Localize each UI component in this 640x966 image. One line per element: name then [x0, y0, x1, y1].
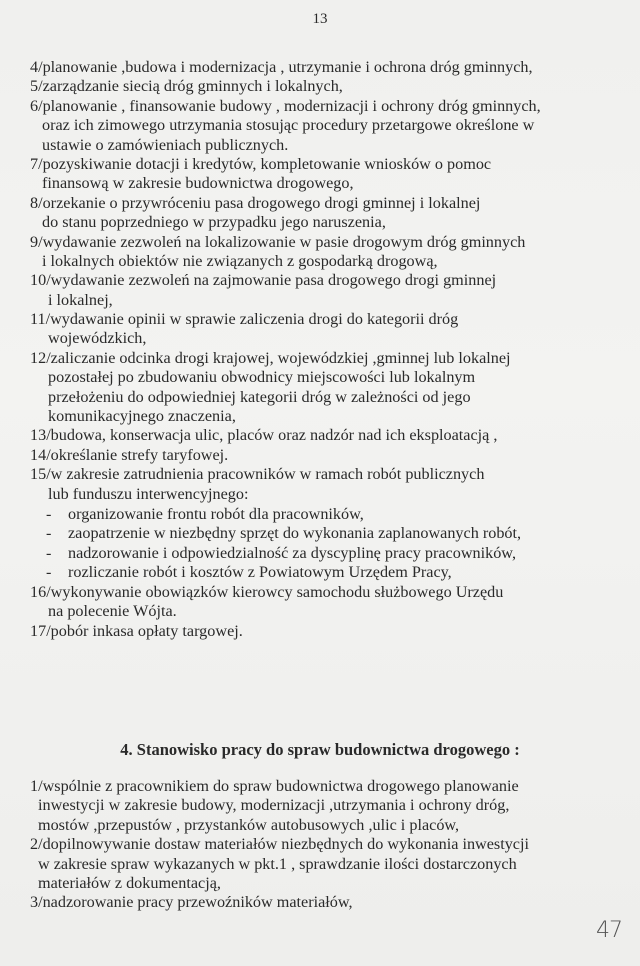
list-item-text: 5/zarządzanie siecią dróg gminnych i lokalnych,: [30, 77, 343, 96]
list-item-continuation: i lokalnej,: [48, 290, 113, 309]
list-item-text: 8/orzekanie o przywróceniu pasa drogowego drogi gminnej i lokalnej: [30, 193, 481, 212]
list-item-text: 2/dopilnowywanie dostaw materiałów niezbędnych do wykonania inwestycji: [30, 835, 529, 854]
dash-subitem: [30, 524, 610, 543]
list-item-continuation: oraz ich zimowego utrzymania stosując procedury przetargowe określone w: [42, 116, 535, 135]
dash-subitem: [30, 544, 610, 563]
list-item: [30, 465, 610, 504]
dash-bullet: -: [46, 543, 52, 562]
duties-list-part2: [30, 583, 610, 641]
list-item: [30, 233, 610, 272]
list-item-text: 3/nadzorowanie pracy przewoźników materiałów,: [30, 893, 353, 912]
list-item-continuation: w zakresie spraw wykazanych w pkt.1 , sprawdzanie ilości dostarczonych: [38, 854, 517, 873]
list-item: [30, 622, 610, 641]
duties-list-part1: [30, 58, 610, 504]
list-item-text: 9/wydawanie zezwoleń na lokalizowanie w pasie drogowym dróg gminnych: [30, 232, 526, 251]
list-item-text: 14/określanie strefy taryfowej.: [30, 445, 229, 464]
list-item-continuation: komunikacyjnego znaczenia,: [48, 407, 236, 426]
list-item: [30, 58, 610, 77]
list-item: [30, 194, 610, 233]
list-item: [30, 349, 610, 427]
list-item-continuation: przełożeniu do odpowiedniej kategorii dróg w zależności od jego: [48, 387, 471, 406]
list-item-text: 13/budowa, konserwacja ulic, placów oraz nadzór nad ich eksploatacją ,: [30, 426, 498, 445]
dash-bullet: -: [46, 563, 52, 582]
list-item-text: 6/planowanie , finansowanie budowy , modernizacji i ochrony dróg gminnych,: [30, 96, 541, 115]
list-item-text: 4/planowanie ,budowa i modernizacja , utrzymanie i ochrona dróg gminnych,: [30, 58, 533, 76]
list-item-continuation: pozostałej po zbudowaniu obwodnicy miejscowości lub lokalnym: [48, 368, 476, 387]
list-item: [30, 310, 610, 349]
list-item-continuation: inwestycji w zakresie budowy, modernizacji ,utrzymania i ochrony dróg,: [38, 796, 510, 815]
list-item-text: 1/wspólnie z pracownikiem do spraw budownictwa drogowego planowanie: [30, 777, 519, 795]
list-item: [30, 271, 610, 310]
list-item-continuation: wojewódzkich,: [48, 329, 147, 348]
list-item-continuation: materiałów z dokumentacją,: [38, 873, 221, 892]
dash-bullet: -: [46, 524, 52, 543]
list-item: [30, 97, 610, 155]
list-item-text: 16/wykonywanie obowiązków kierowcy samochodu służbowego Urzędu: [30, 583, 504, 601]
list-item: [30, 446, 610, 465]
section-4-duties-list: [30, 777, 610, 913]
dash-bullet: -: [46, 505, 52, 523]
dash-subitem: [30, 563, 610, 582]
list-item-text: 7/pozyskiwanie dotacji i kredytów, kompletowanie wniosków o pomoc: [30, 154, 492, 173]
list-item-text: 12/zaliczanie odcinka drogi krajowej, wojewódzkiej ,gminnej lub lokalnej: [30, 348, 511, 367]
list-item: [30, 583, 610, 622]
page-number: 13: [312, 11, 328, 27]
list-item-continuation: mostów ,przepustów , przystanków autobusowych ,ulic i placów,: [38, 815, 460, 834]
list-item: [30, 777, 610, 835]
list-item-continuation: ustawie o zamówieniach publicznych.: [42, 135, 289, 154]
list-item: [30, 835, 610, 893]
dash-subitem-text: nadzorowanie i odpowiedzialność za dyscyplinę pracy pracowników,: [68, 543, 516, 562]
list-item-text: 11/wydawanie opinii w sprawie zaliczenia drogi do kategorii dróg: [30, 310, 459, 329]
handwritten-page-number: 47: [596, 918, 622, 943]
dash-subitem-text: zaopatrzenie w niezbędny sprzęt do wykonania zaplanowanych robót,: [68, 524, 522, 543]
dash-subitem-text: rozliczanie robót i kosztów z Powiatowym Urzędem Pracy,: [68, 563, 452, 582]
list-item-continuation: i lokalnych obiektów nie związanych z gospodarką drogową,: [42, 251, 438, 270]
list-item-text: 15/w zakresie zatrudnienia pracowników w ramach robót publicznych: [30, 465, 485, 484]
list-item: [30, 426, 610, 445]
list-item-continuation: finansową w zakresie budownictwa drogowego,: [42, 174, 354, 193]
list-item-text: 10/wydawanie zezwoleń na zajmowanie pasa drogowego drogi gminnej: [30, 271, 497, 290]
dash-subitem-text: organizowanie frontu robót dla pracowników,: [68, 505, 364, 523]
list-item-continuation: do stanu poprzedniego w przypadku jego naruszenia,: [42, 213, 386, 232]
section-4-heading: 4. Stanowisko pracy do spraw budownictwa drogowego :: [120, 740, 520, 759]
list-item-continuation: na polecenie Wójta.: [48, 602, 177, 621]
list-item: [30, 77, 610, 96]
list-item: [30, 893, 610, 912]
dash-subitem: [30, 505, 610, 524]
list-item-continuation: lub funduszu interwencyjnego:: [48, 484, 249, 503]
list-item-text: 17/pobór inkasa opłaty targowej.: [30, 621, 243, 640]
dash-subitems-list: [30, 505, 610, 583]
list-item: [30, 155, 610, 194]
